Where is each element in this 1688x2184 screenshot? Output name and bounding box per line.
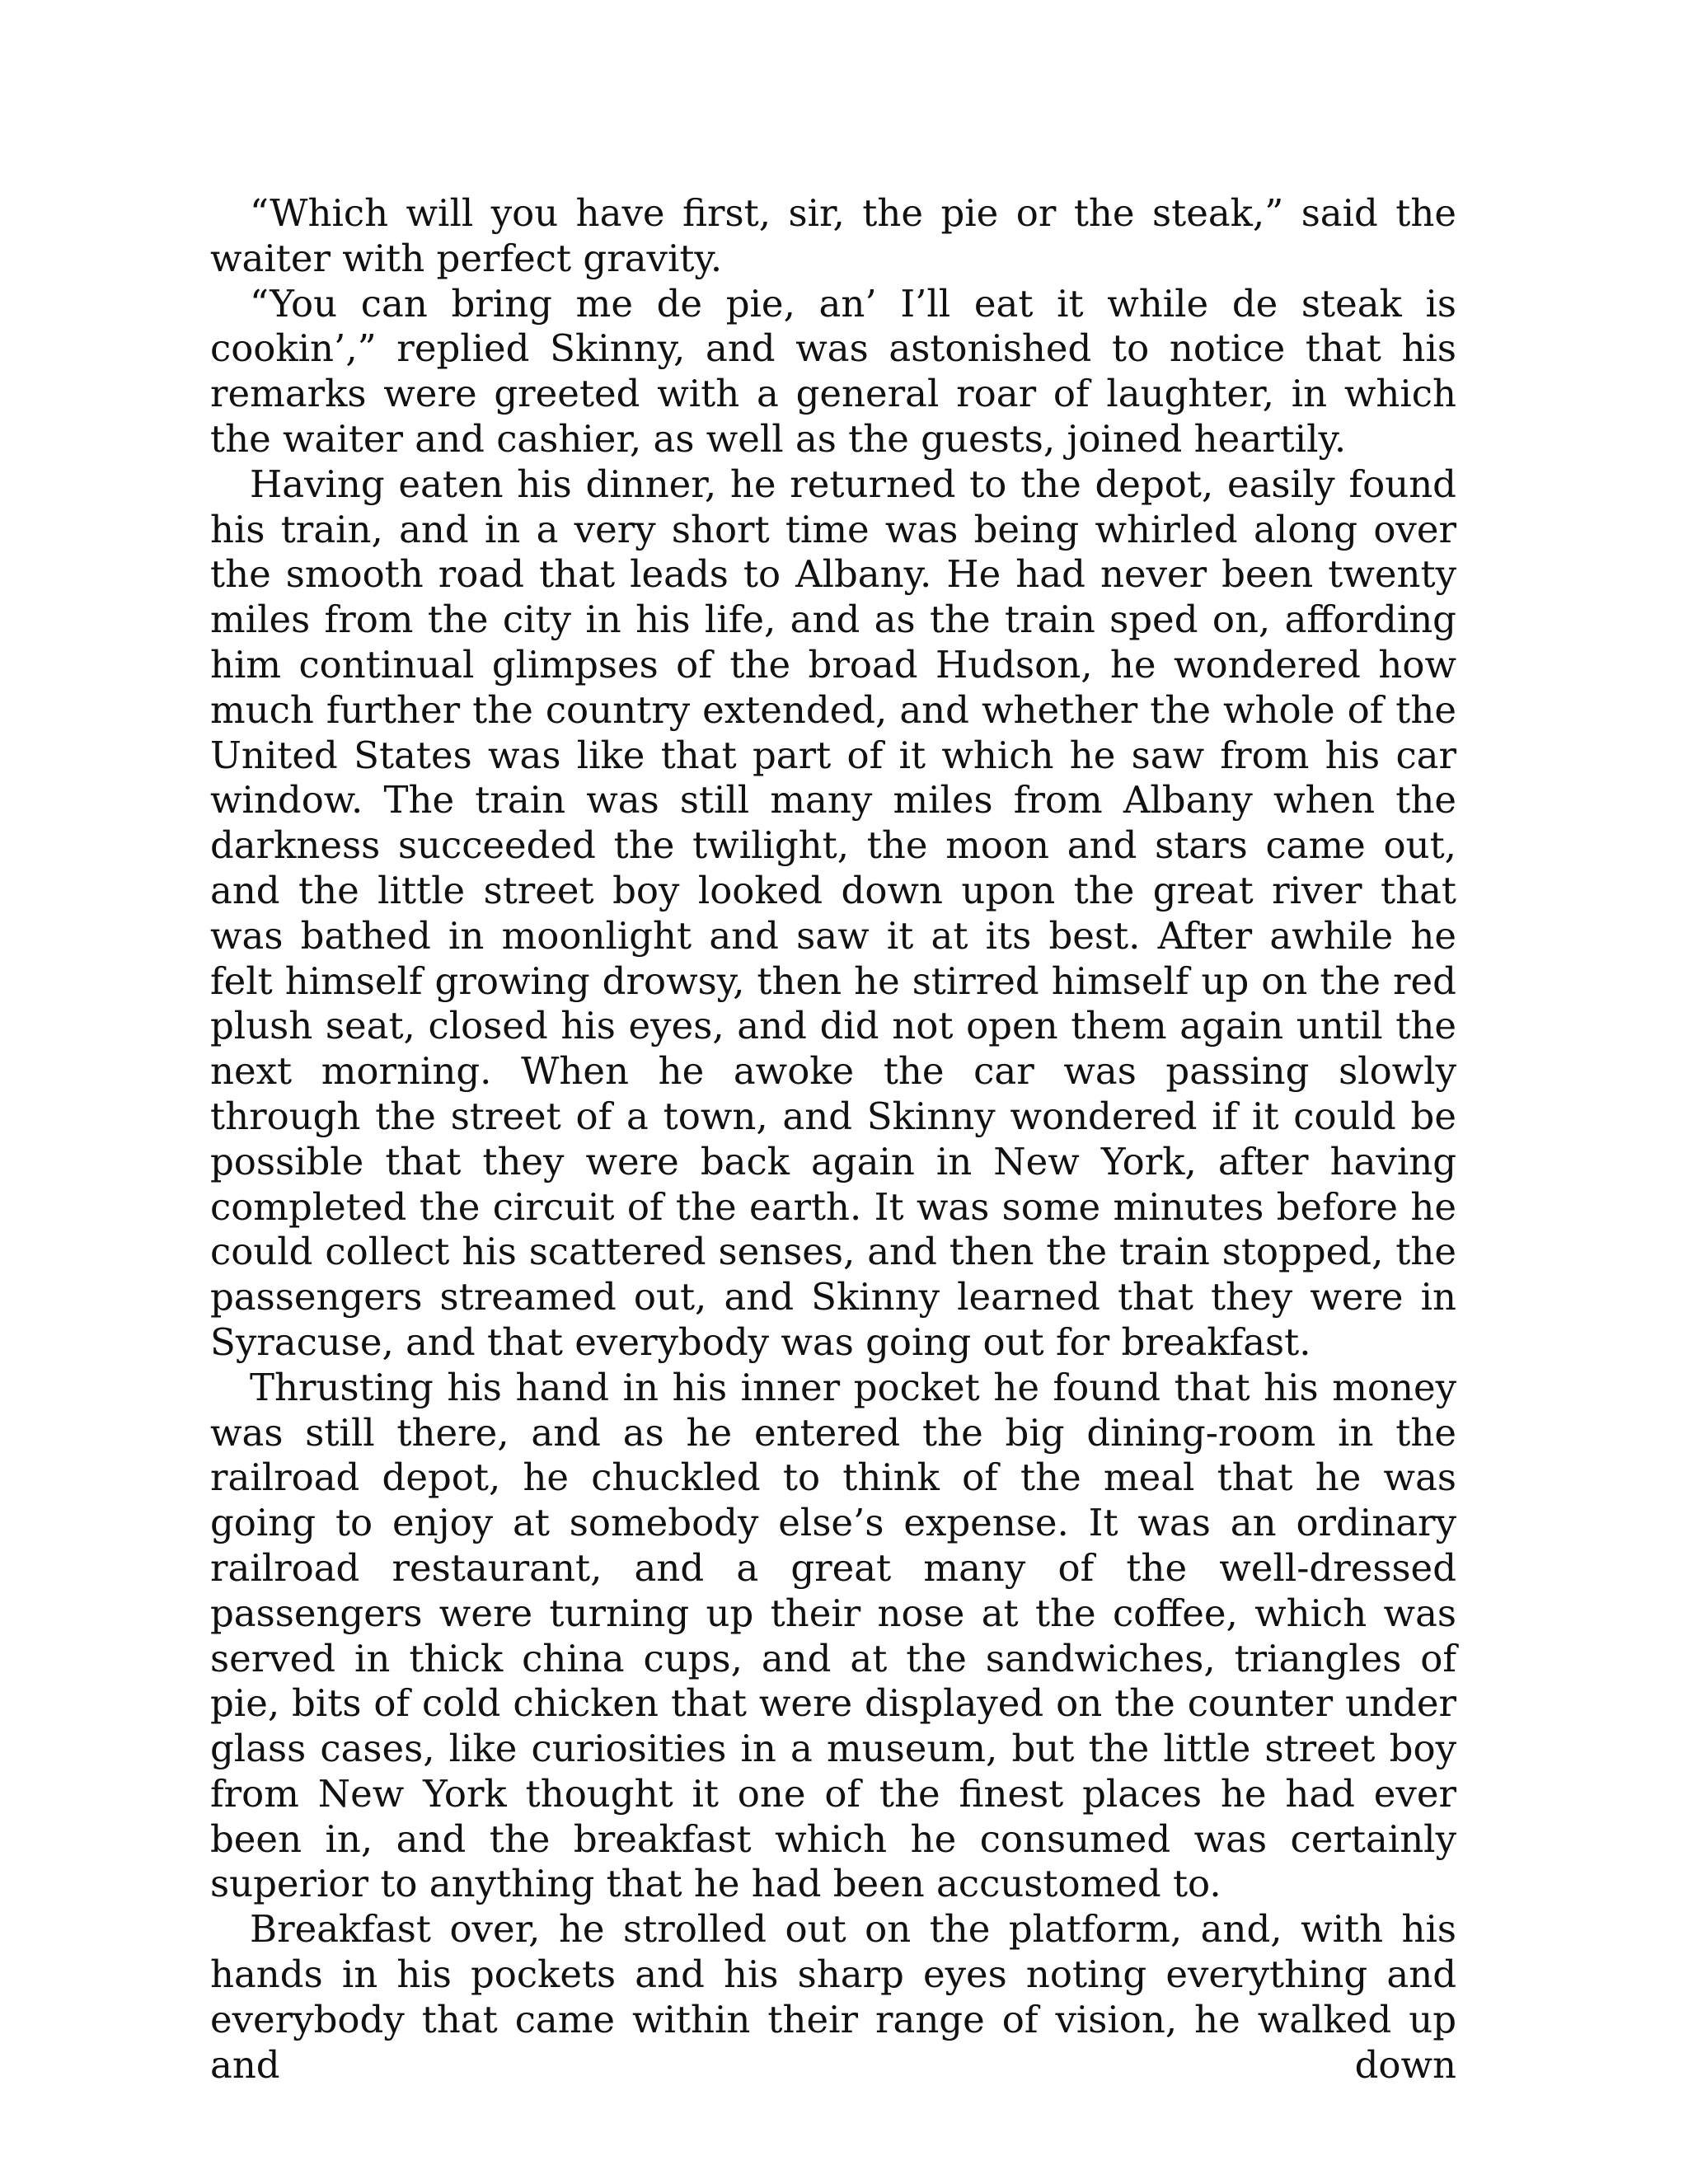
paragraph-2: “You can bring me de pie, an’ I’ll eat it while de steak is cookin’,” replied Skinny, and was astonished to notice that his remarks were greeted with a general roar of laughter, in which the waiter and cashier, as well as the guests, joined heartily. xyxy=(210,281,1456,461)
paragraph-1: “Which will you have first, sir, the pie or the steak,” said the waiter with perfect gravity. xyxy=(210,191,1456,280)
page-body xyxy=(210,191,1456,2088)
paragraph-3: Having eaten his dinner, he returned to the depot, easily found his train, and in a very short time was being whirled along over the smooth road that leads to Albany. He had never been twenty miles from the city in his life, and as the train sped on, affording him continual glimpses of the broad Hudson, he wondered how much further the country extended, and whether the whole of the United States was like that part of it which he saw from his car window. The train was still many miles from Albany when the darkness succeeded the twilight, the moon and stars came out, and the little street boy looked down upon the great river that was bathed in moonlight and saw it at its best. After awhile he felt himself growing drowsy, then he stirred himself up on the red plush seat, closed his eyes, and did not open them again until the next morning. When he awoke the car was passing slowly through the street of a town, and Skinny wondered if it could be possible that they were back again in New York, after having completed the circuit of the earth. It was some minutes before he could collect his scattered senses, and then the train stopped, the passengers streamed out, and Skinny learned that they were in Syracuse, and that everybody was going out for breakfast. xyxy=(210,462,1456,1364)
paragraph-5: Breakfast over, he strolled out on the platform, and, with his hands in his pockets and his sharp eyes noting everything and everybody that came within their range of vision, he walked up and down xyxy=(210,1907,1456,2087)
paragraph-4: Thrusting his hand in his inner pocket he found that his money was still there, and as he entered the big dining-room in the railroad depot, he chuckled to think of the meal that he was going to enjoy at somebody else’s expense. It was an ordinary railroad restaurant, and a great many of the well-dressed passengers were turning up their nose at the coffee, which was served in thick china cups, and at the sandwiches, triangles of pie, bits of cold chicken that were displayed on the counter under glass cases, like curiosities in a museum, but the little street boy from New York thought it one of the finest places he had ever been in, and the breakfast which he consumed was certainly superior to anything that he had been accustomed to. xyxy=(210,1365,1456,1906)
